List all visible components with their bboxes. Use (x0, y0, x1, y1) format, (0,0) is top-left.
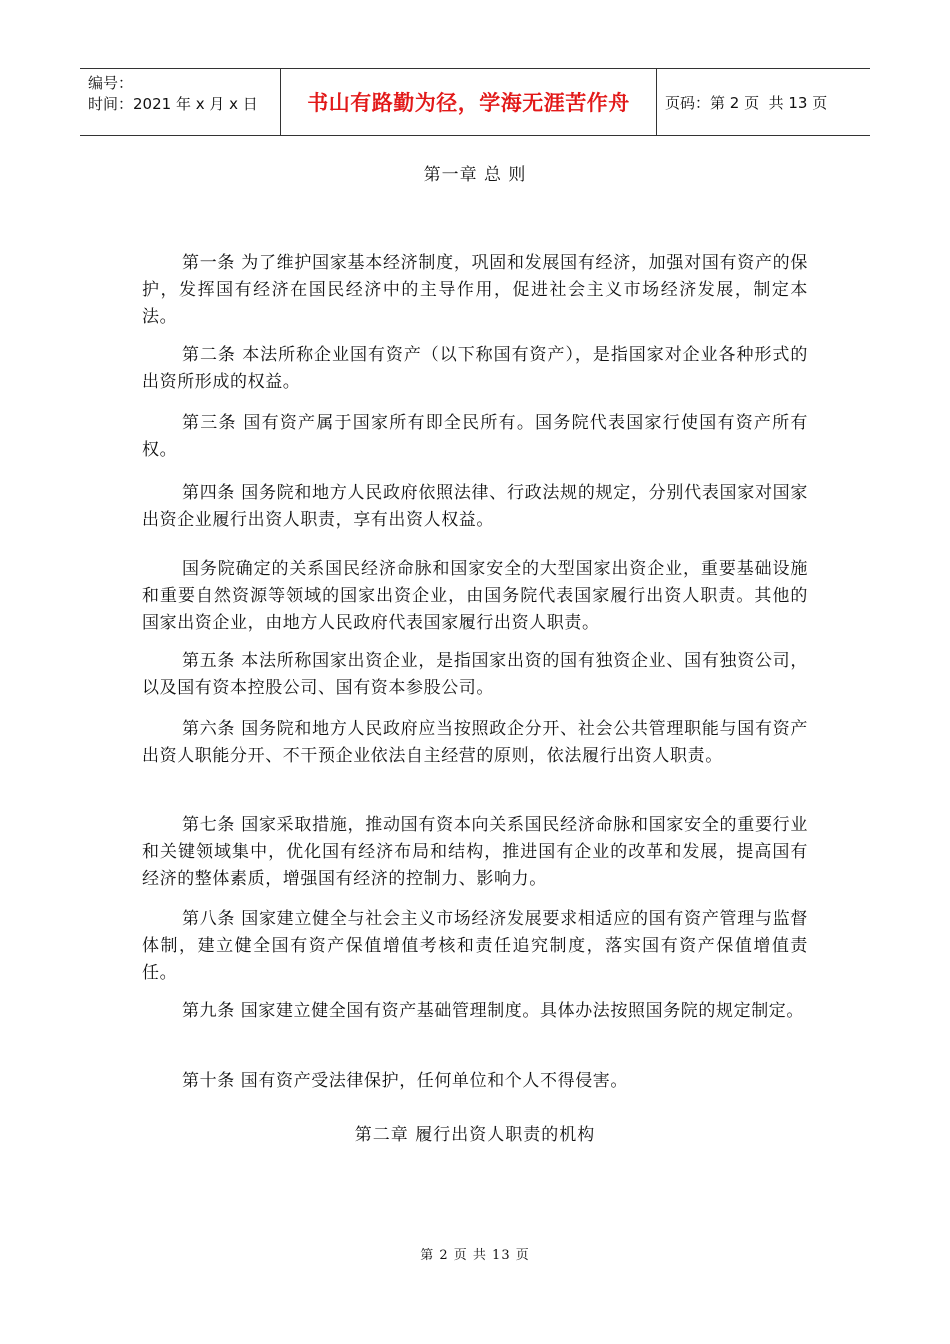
article-5: 第五条 本法所称国家出资企业，是指国家出资的国有独资企业、国有独资公司，以及国有资本控股公司、国有资本参股公司。 (142, 651, 808, 698)
chapter-1-title: 第一章 总 则 (423, 165, 527, 185)
document-number: 编号： (88, 74, 134, 92)
article-8: 第八条 国家建立健全与社会主义市场经济发展要求相适应的国有资产管理与监督体制，建立健全国有资产保值增值考核和责任追究制度，落实国有资产保值增值责任。 (142, 909, 808, 983)
article-6: 第六条 国务院和地方人民政府应当按照政企分开、社会公共管理职能与国有资产出资人职能分开、不干预企业依法自主经营的原则，依法履行出资人职责。 (142, 719, 808, 766)
article-4: 第四条 国务院和地方人民政府依照法律、行政法规的规定，分别代表国家对国家出资企业履行出资人职责，享有出资人权益。 (142, 483, 808, 530)
header-page-number: 页码：第 2 页 共 13 页 (665, 93, 828, 112)
article-4-paragraph-2: 国务院确定的关系国民经济命脉和国家安全的大型国家出资企业，重要基础设施和重要自然资源等领域的国家出资企业，由国务院代表国家履行出资人职责。其他的国家出资企业，由地方人民政府代表国家履行出资人职责。 (142, 559, 808, 633)
page-footer: 第 2 页 共 13 页 (420, 1248, 530, 1263)
article-10: 第十条 国有资产受法律保护，任何单位和个人不得侵害。 (182, 1071, 629, 1091)
article-3: 第三条 国有资产属于国家所有即全民所有。国务院代表国家行使国有资产所有权。 (142, 413, 808, 460)
page-header (80, 68, 870, 136)
article-1: 第一条 为了维护国家基本经济制度，巩固和发展国有经济，加强对国有资产的保护，发挥国有经济在国民经济中的主导作用，促进社会主义市场经济发展，制定本法。 (142, 253, 808, 327)
header-meta (80, 69, 281, 135)
document-date: 时间：2021 年 x 月 x 日 (88, 95, 258, 113)
article-2: 第二条 本法所称企业国有资产（以下称国有资产），是指国家对企业各种形式的出资所形成的权益。 (142, 345, 808, 392)
article-9: 第九条 国家建立健全国有资产基础管理制度。具体办法按照国务院的规定制定。 (182, 1001, 805, 1021)
header-page-info (657, 69, 870, 135)
chapter-2-title: 第二章 履行出资人职责的机构 (354, 1125, 596, 1145)
article-7: 第七条 国家采取措施，推动国有资本向关系国民经济命脉和国家安全的重要行业和关键领域集中，优化国有经济布局和结构，推进国有企业的改革和发展，提高国有经济的整体素质，增强国有经济的控制力、影响力。 (142, 815, 808, 889)
header-motto: 书山有路勤为径，学海无涯苦作舟 (281, 69, 657, 135)
